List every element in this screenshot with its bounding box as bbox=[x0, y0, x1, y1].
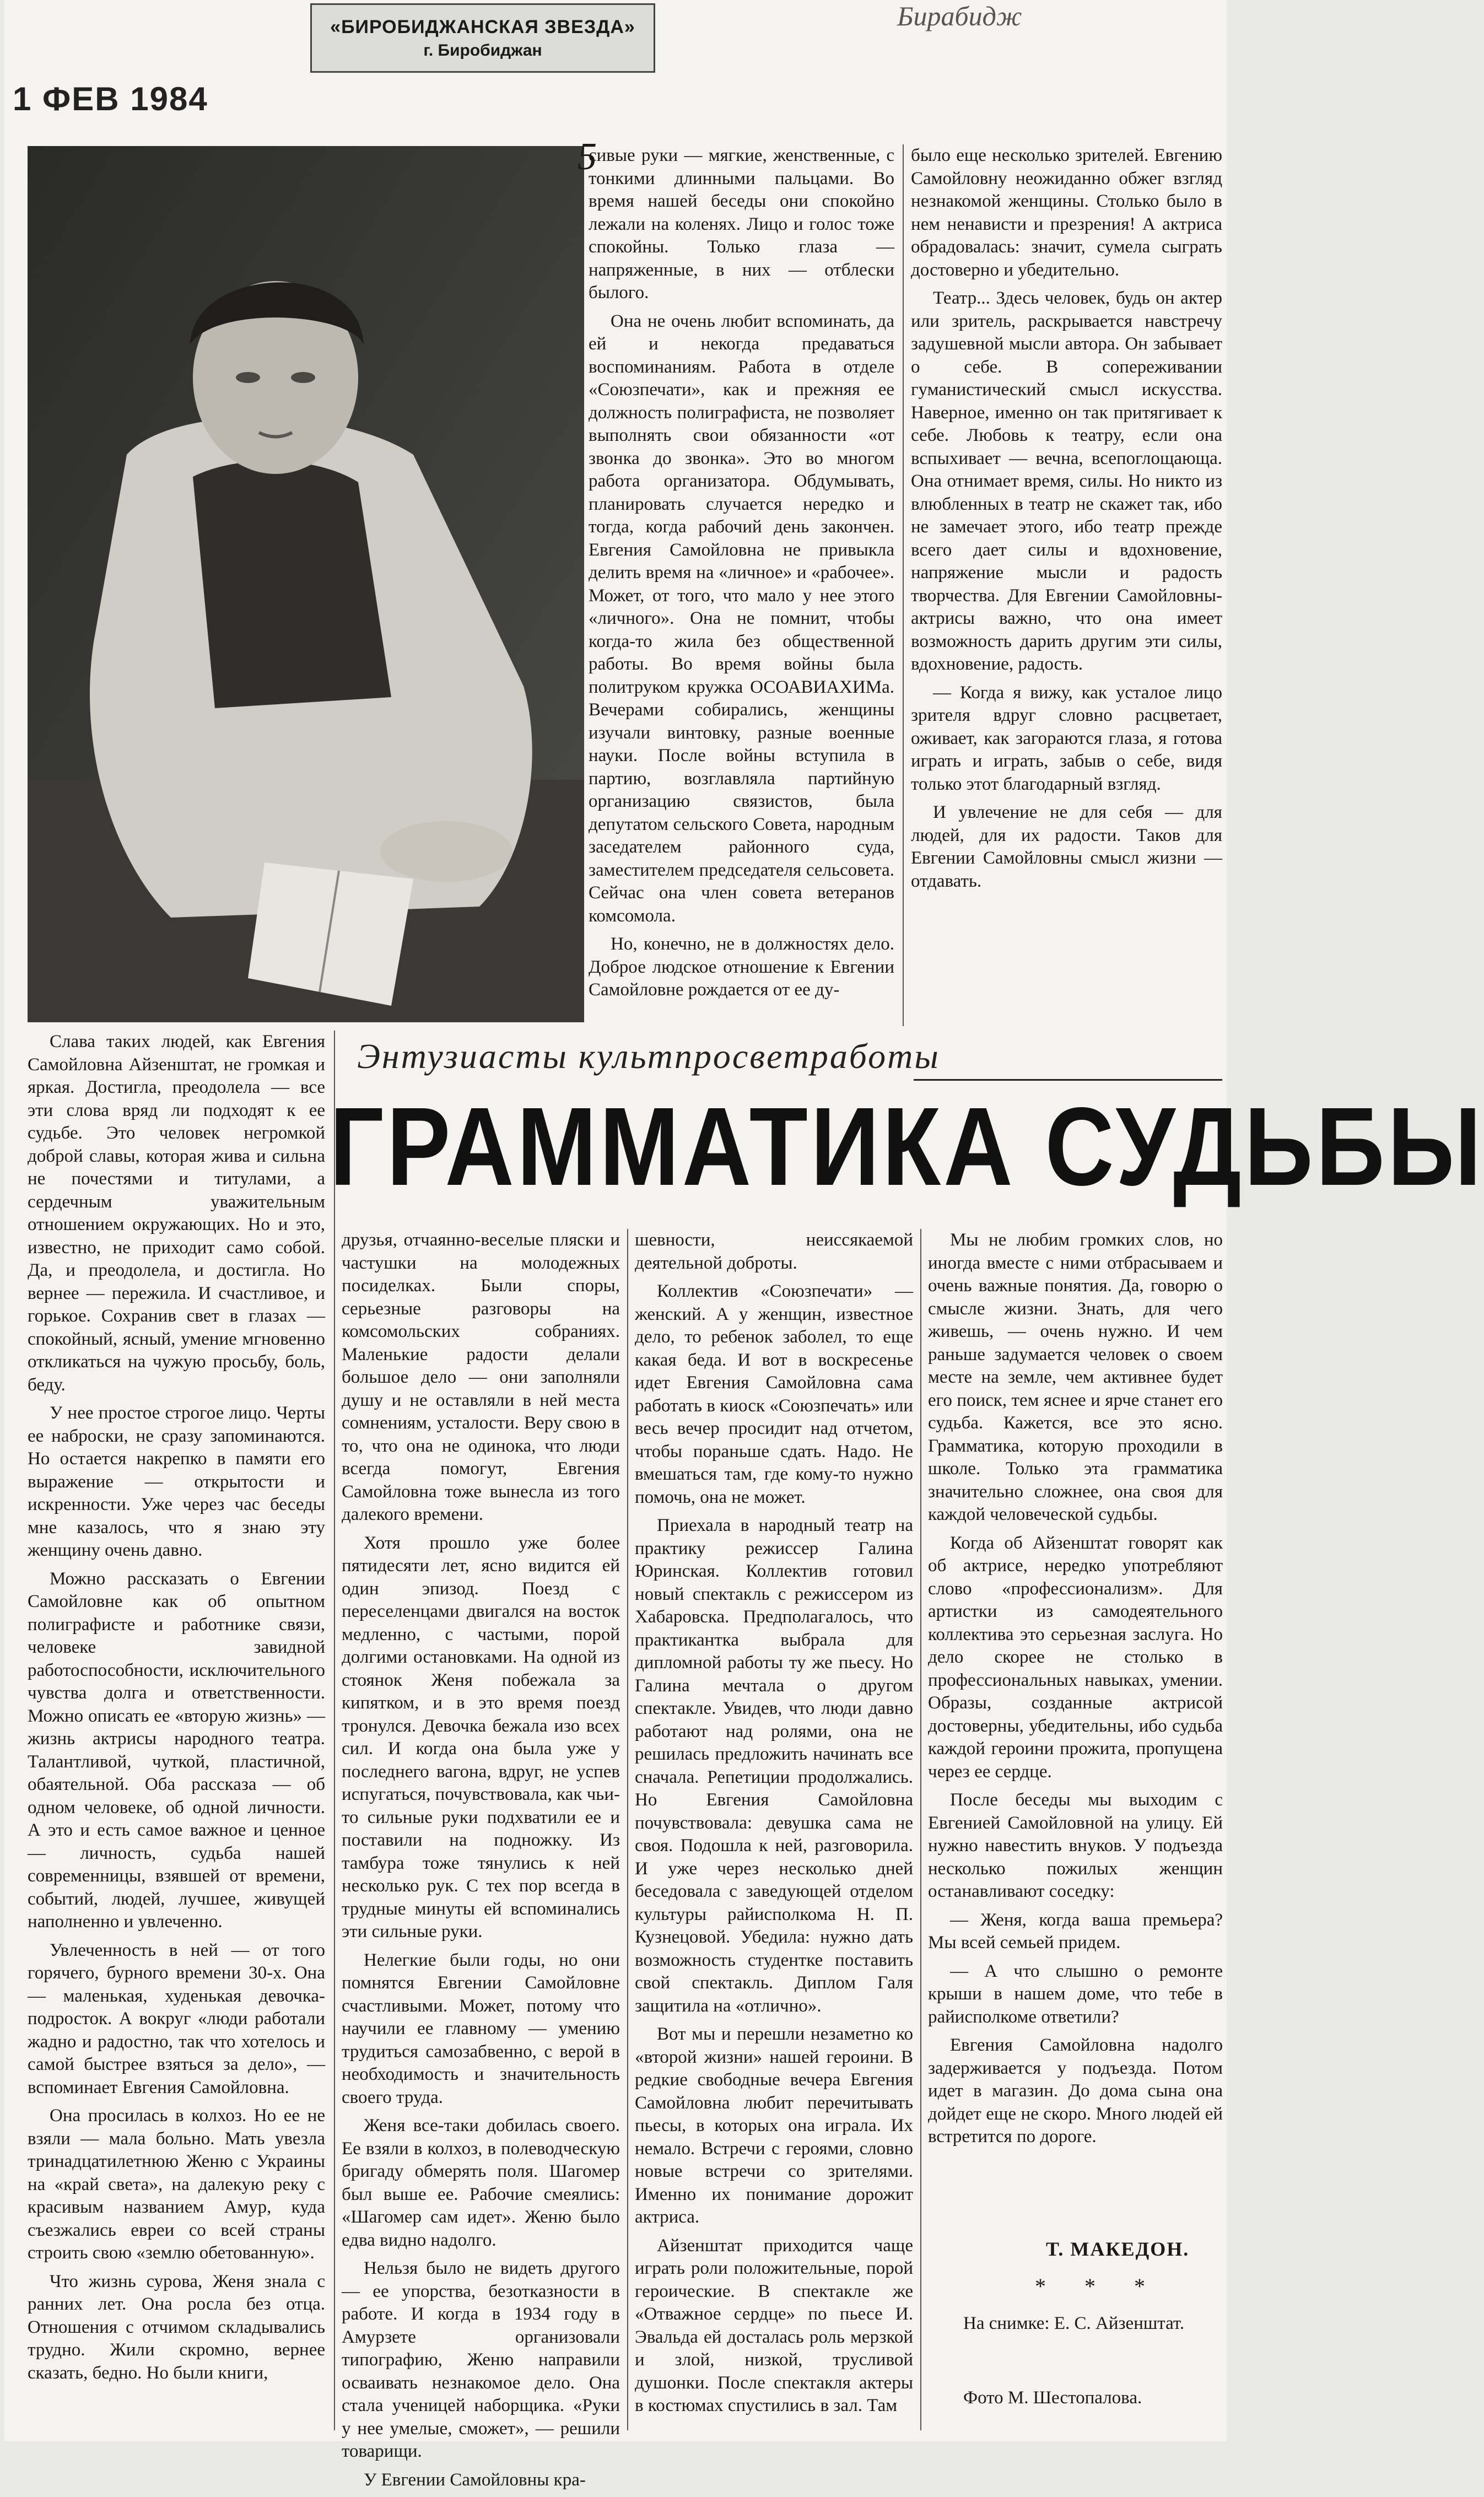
article-column-top-middle bbox=[589, 144, 894, 1007]
paragraph: Когда об Айзенштат говорят как об актрисе, нередко употребляют слово «профессионализм». Для артистки из самодеятельного коллектива это серьезная заслуга. Но дело скорее не столько в профессиональных навыках, умении. Образы, созданные актрисой достоверны, убедительны, ибо судьба каждой героини прожита, пропущена через ее сердце. bbox=[928, 1533, 1223, 1782]
paragraph: — Женя, когда ваша премьера? Мы всей семьей придем. bbox=[928, 1910, 1223, 1953]
photo-credit: Фото М. Шестопалова. bbox=[963, 2388, 1142, 2408]
column-divider bbox=[334, 1031, 335, 2430]
paragraph: шевности, неиссякаемой деятельной доброты. bbox=[635, 1230, 913, 1273]
paragraph: Нельзя было не видеть другого — ее упорства, безотказности в работе. И когда в 1934 году в Амурзете организовали типографию, Женю направили осваивать незнакомое дело. Она стала ученицей наборщика. «Руки у нее умелые, сможет», — решили товарищи. bbox=[342, 2258, 620, 2461]
paragraph: Айзенштат приходится чаще играть роли положительные, порой героические. В спектакле же «Отважное сердце» по пьесе И. Эвальда ей досталась роль мерзкой и злой, низкой, трусливой душонки. После спектакля актеры в костюмах спустились в зал. Там bbox=[635, 2235, 913, 2415]
column-divider bbox=[627, 1229, 628, 2430]
paragraph: Но, конечно, не в должностях дело. Доброе людское отношение к Евгении Самойловне рождается от ее ду- bbox=[589, 934, 894, 1000]
paragraph: было еще несколько зрителей. Евгению Самойловну неожиданно обжег взгляд незнакомой женщины. Столько было в нем ненависти и презрения! А актриса обрадовалась: значит, сумела сыграть достоверно и убедительно. bbox=[911, 145, 1222, 280]
article-column-top-right bbox=[911, 144, 1222, 898]
rubric-underline bbox=[914, 1079, 1222, 1081]
paragraph: Она не очень любит вспоминать, да ей и некогда предаваться воспоминаниям. Работа в отделе «Союзпечати», как и прежняя ее должность полиграфиста, не позволяет выполнять свои обязанности «от звонка до звонка». Это во многом работа организатора. Обдумывать, планировать случается нередко и тогда, когда рабочий день закончен. Евгения Самойловна не привыкла делить время на «личное» и «рабочее». Может, от того, что мало у нее этого «личного». Она не помнит, чтобы когда-то жила без общественной работы. Во время войны была политруком кружка ОСОАВИАХИМа. Вечерами собирались, женщины изучали винтовку, разные военные науки. После войны вступила в партию, возглавляла партийную организацию связистов, была депутатом сельского Совета, народным заседателем районного суда, заместителем председателя сельсовета. Сейчас она член совета ветеранов комсомола. bbox=[589, 311, 894, 926]
paragraph: Она просилась в колхоз. Но ее не взяли — мала больно. Мать увезла тринадцатилетнюю Женю с Украины на «край света», на далекую реку с красивым названием Амур, куда съезжались евреи со всей страны строить свою «землю обетованную». bbox=[28, 2106, 325, 2263]
portrait-illustration bbox=[28, 146, 584, 1022]
paragraph: сивые руки — мягкие, женственные, с тонкими длинными пальцами. Во время нашей беседы они спокойно лежали на коленях. Лицо и голос тоже спокойны. Только глаза — напряженные, в них — отблески былого. bbox=[589, 145, 894, 303]
paragraph: Слава таких людей, как Евгения Самойловна Айзенштат, не громкая и яркая. Достигла, преодолела — все эти слова вряд ли подходят к ее судьбе. Это человек негромкой доброй славы, которая жива и сильна не почестями и титулами, а сердечным уважительным отношением окружающих. Но и это, известно, не приходит само собой. Да, и преодолела, и достигла. Но вернее — пережила. И счастливое, и горькое. Сохранив свет в глазах — спокойный, ясный, умение мгновенно откликаться на чужую просьбу, боль, беду. bbox=[28, 1032, 325, 1395]
column-divider bbox=[920, 1229, 921, 2430]
article-headline: ГРАММАТИКА СУДЬБЫ bbox=[330, 1084, 1484, 1209]
stamp-city: г. Биробиджан bbox=[423, 41, 542, 60]
newspaper-stamp bbox=[310, 3, 655, 73]
author-byline: Т. МАКЕДОН. bbox=[1046, 2238, 1190, 2260]
article-column-bottom-3 bbox=[635, 1229, 913, 2423]
section-marker: 5 bbox=[578, 136, 597, 178]
paragraph: Хотя прошло уже более пятидесяти лет, ясно видится ей один эпизод. Поезд с переселенцами двигался на восток медленно, с частыми, порой долгими остановками. На одной из стоянок Женя побежала за кипятком, и в это время поезд тронулся. Девочка бежала изо всех сил. И когда она была уже у последнего вагона, вдруг, не успев испугаться, почувствовала, как чьи-то сильные руки подхватили ее и поставили на подножку. Из тамбура тоже тянулись к ней несколько рук. С тех пор всегда в трудные минуты ей вспоминались эти сильные руки. bbox=[342, 1533, 620, 1941]
paragraph: У нее простое строгое лицо. Черты ее наброски, не сразу запоминаются. Но остается накрепко в памяти его выражение — открытости и искренности. Уже через час беседы мне казалось, что я знаю эту женщину очень давно. bbox=[28, 1403, 325, 1560]
paragraph: Приехала в народный театр на практику режиссер Галина Юринская. Коллектив готовил новый спектакль с режиссером из Хабаровска. Предполагалось, что практикантка выбрала для дипломной работы ту же пьесу. Но Галина мечтала о другом спектакле. Увидев, что люди давно работают над ролями, она не решилась предложить начинать все сначала. Репетиции продолжались. Но Евгения Самойловна почувствовала: девушка сама не своя. Подошла к ней, разговорила. И уже через несколько дней беседовала с заведующей отделом культуры райисполкома Н. П. Кузнецовой. Убедила: нужно дать возможность студентке поставить свой спектакль. Диплом Галя защитила на «отлично». bbox=[635, 1516, 913, 2016]
paragraph: Что жизнь сурова, Женя знала с ранних лет. Она росла без отца. Отношения с отчимом складывались трудно. Жили скромно, вернее сказать, бедно. Но были книги, bbox=[28, 2271, 325, 2383]
paragraph: Женя все-таки добилась своего. Ее взяли в колхоз, в полеводческую бригаду обмерять поля. Шагомер был выше ее. Рабочие смеялись: «Шагомер сам идет». Женю было едва видно надолго. bbox=[342, 2116, 620, 2250]
paragraph: друзья, отчаянно-веселые пляски и частушки на молодежных посиделках. Были споры, серьезные разговоры на комсомольских собраниях. Маленькие радости делали большое дело — они заполняли душу и не оставляли в ней места сомнениям, усталости. Веру свою в то, что она не одинока, что люди всегда помогут, Евгения Самойловна тоже вынесла из того далекого времени. bbox=[342, 1230, 620, 1524]
article-column-bottom-2 bbox=[342, 1229, 620, 2497]
paragraph: Увлеченность в ней — от того горячего, бурного времени 30-х. Она — маленькая, худенькая девочка-подросток. А вокруг «люди работали жадно и радостно, так что хотелось и самой быстрее взяться за дело», — вспоминает Евгения Самойловна. bbox=[28, 1940, 325, 2097]
rubric-heading: Энтузиасты культпросветработы bbox=[357, 1037, 940, 1076]
paragraph: Можно рассказать о Евгении Самойловне как об опытном полиграфисте и работнике связи, человеке завидной работоспособности, исключительного чувства долга и ответственности. Можно описать ее «вторую жизнь» — жизнь актрисы народного театра. Талантливой, чуткой, пластичной, обаятельной. Оба рассказа — об одном человеке, об одной личности. А это и есть самое важное и ценное — личность, судьба нашей современницы, взявшей от времени, событий, людей, лучшее, живущей наполненно и увлеченно. bbox=[28, 1568, 325, 1932]
article-column-bottom-4 bbox=[928, 1229, 1223, 2154]
paragraph: Коллектив «Союзпечати» — женский. А у женщин, известное дело, то ребенок заболел, то еще какая беда. И вот в воскресенье идет Евгения Самойловна сама работать в киоск «Союзпечать» или весь вечер просидит над отчетом, чтобы пораньше сдать. Надо. Не вмешаться там, где кому-то нужно помочь, она не может. bbox=[635, 1281, 913, 1507]
photo-caption: На снимке: Е. С. Айзенштат. bbox=[963, 2313, 1185, 2333]
newspaper-clipping bbox=[4, 0, 1484, 2490]
issue-date: 1 ФЕВ 1984 bbox=[13, 80, 208, 117]
paragraph: У Евгении Самойловны кра- bbox=[364, 2469, 586, 2490]
paragraph: И увлечение не для себя — для людей, для их радости. Таков для Евгении Самойловны смысл жизни — отдавать. bbox=[911, 802, 1222, 891]
paragraph: — Когда я вижу, как усталое лицо зрителя вдруг словно расцветает, оживает, как загораются глаза, я готова играть и играть, забыв о себе, видя только этот благодарный взгляд. bbox=[911, 682, 1222, 794]
portrait-photo bbox=[28, 146, 584, 1022]
paragraph: Вот мы и перешли незаметно ко «второй жизни» нашей героини. В редкие свободные вечера Евгения Самойловна любит перечитывать пьесы, в которых она играла. Их немало. Встречи с героями, словно новые встречи со зрителями. Именно их понимание дорожит актриса. bbox=[635, 2024, 913, 2227]
paragraph: — А что слышно о ремонте крыши в нашем доме, что тебе в райисполкоме ответили? bbox=[928, 1961, 1223, 2027]
handwritten-note: Бирабидж bbox=[897, 1, 1022, 31]
column-divider bbox=[903, 144, 904, 1026]
paragraph: Евгения Самойловна надолго задерживается у подъезда. Потом идет в магазин. До дома сына она дойдет еще не скоро. Много людей ей встретится по дороге. bbox=[928, 2035, 1223, 2147]
stamp-newspaper-name: «БИРОБИДЖАНСКАЯ ЗВЕЗДА» bbox=[330, 16, 635, 37]
separator-stars: * * * bbox=[1035, 2274, 1162, 2299]
paragraph: Мы не любим громких слов, но иногда вместе с ними отбрасываем и очень важные понятия. Да, говорю о смысле жизни. Знать, для чего живешь, — очень нужно. И чем раньше задумается человек о своем месте на земле, чем активнее будет его поиск, тем яснее и ярче станет его судьба. Кажется, все это ясно. Грамматика, которую проходили в школе. Только эта грамматика значительно сложнее, она своя для каждой человеческой судьбы. bbox=[928, 1230, 1223, 1524]
article-column-left bbox=[28, 1031, 325, 2390]
paragraph: Театр... Здесь человек, будь он актер или зритель, раскрывается навстречу задушевной мысли автора. Он забывает о себе. В сопереживании гуманистический смысл искусства. Наверное, именно он так притягивает к себе. Любовь к театру, если она вспыхивает — вечна, всепоглощающа. Она отнимает время, силы. Но никто из влюбленных в театр не скажет так, ибо не замечает этого, ибо театр прежде всего дает силы и вдохновение, напряжение мысли и радость творчества. Для Евгении Самойловны-актрисы важно, что она имеет возможность дарить другим эти силы, вдохновение, радость. bbox=[911, 288, 1222, 674]
paragraph: После беседы мы выходим с Евгенией Самойловной на улицу. Ей нужно навестить внуков. У подъезда несколько пожилых женщин останавливают соседку: bbox=[928, 1790, 1223, 1901]
paragraph: Нелегкие были годы, но они помнятся Евгении Самойловне счастливыми. Может, потому что научили ее главному — умению трудиться самозабвенно, с верой в необходимость и значительность своего труда. bbox=[342, 1950, 620, 2107]
